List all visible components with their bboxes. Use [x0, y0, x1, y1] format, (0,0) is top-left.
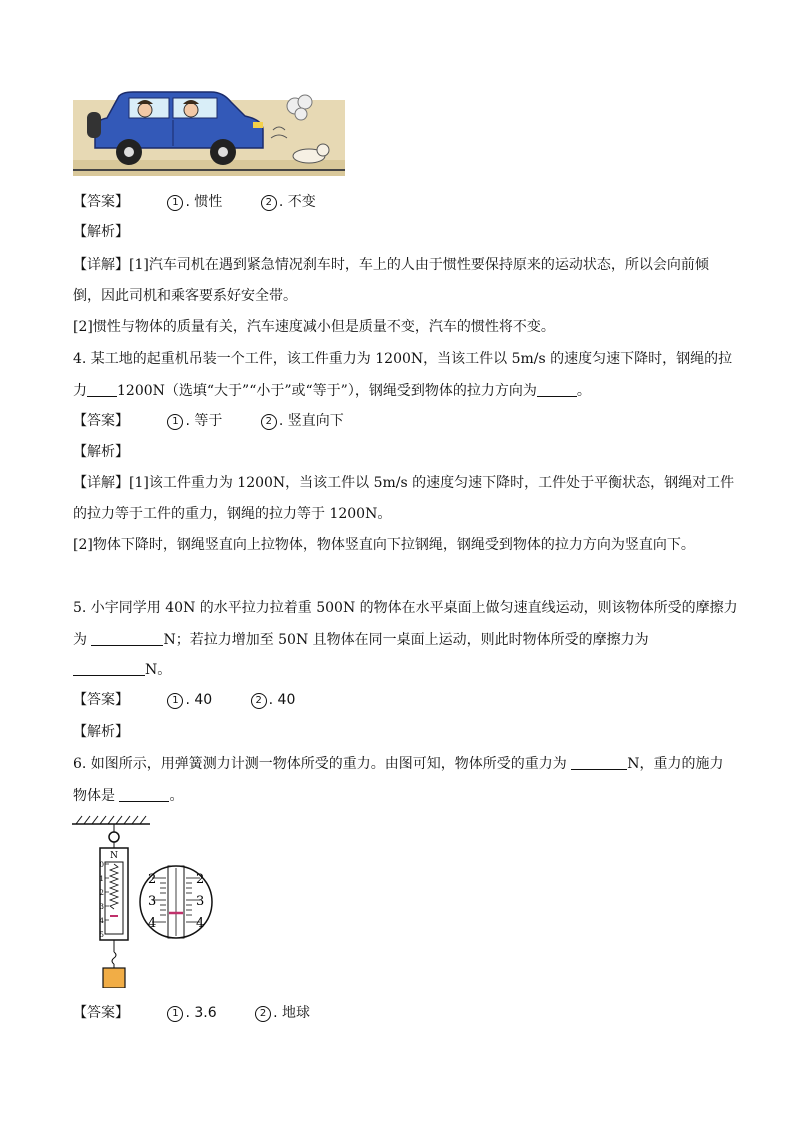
answer-1: 3.6	[194, 1005, 217, 1021]
q3-analysis-label: 【解析】	[73, 224, 129, 240]
q4-detail-1a	[73, 473, 734, 493]
q4-stem-a: 4. 某工地的起重机吊装一个工件，该工件重力为 1200N，当该工件以 5m/s 的速度匀速下降时，钢绳的拉	[73, 351, 733, 367]
q4-detail-1b: 的拉力等于工件的重力，钢绳的拉力等于 1200N。	[73, 506, 392, 522]
q5-stem-b	[73, 630, 649, 650]
q4-answer-row: 【答案】 1 . 等于 2 . 竖直向下	[73, 413, 344, 429]
stem-text: 。	[576, 383, 591, 399]
q4-stem-b	[73, 381, 591, 401]
circled-number: 2	[261, 195, 277, 211]
scale-unit: N	[110, 851, 118, 861]
q3-detail-1a	[73, 255, 709, 275]
stem-text: 物体是	[73, 788, 115, 804]
detail-text: [1]汽车司机在遇到紧急情况刹车时，车上的人由于惯性要保持原来的运动状态，所以会向前倾	[129, 257, 709, 273]
blank-2	[73, 661, 145, 676]
scale-tick: 0	[99, 861, 104, 869]
answer-1: 等于	[194, 413, 223, 429]
q4-detail-2: [2]物体下降时，钢绳竖直向上拉物体，物体竖直向下拉钢绳，钢绳受到物体的拉力方向为竖直向下。	[73, 537, 695, 553]
stem-text: 6. 如图所示，用弹簧测力计测一物体所受的重力。由图可知，物体所受的重力为	[73, 756, 567, 772]
circled-number: 2	[251, 693, 267, 709]
q3-answer-row: 【答案】 1 . 惯性 2 . 不变	[73, 194, 316, 210]
answer-2: 竖直向下	[287, 413, 344, 429]
car-braking-illustration	[73, 90, 345, 176]
circled-number: 2	[255, 1006, 271, 1022]
q6-stem-b	[73, 786, 183, 806]
zoom-tick-left: 2	[148, 872, 157, 887]
answer-1: 惯性	[194, 194, 223, 210]
q4-analysis-label: 【解析】	[73, 444, 129, 460]
answer-label: 【答案】	[73, 194, 129, 210]
q5-stem-a: 5. 小宇同学用 40N 的水平拉力拉着重 500N 的物体在水平桌面上做匀速直线运动，则该物体所受的摩擦力	[73, 600, 738, 616]
stem-text: N，重力的施力	[627, 756, 724, 772]
stem-text: N；若拉力增加至 50N 且物体在同一桌面上运动，则此时物体所受的摩擦力为	[163, 632, 649, 648]
zoom-tick-right: 4	[196, 916, 205, 931]
detail-label: 【详解】	[73, 257, 129, 273]
circled-number: 1	[167, 1006, 183, 1022]
zoom-tick-right: 2	[196, 872, 205, 887]
scale-tick: 4	[99, 917, 104, 925]
answer-label: 【答案】	[73, 413, 129, 429]
answer-1: 40	[194, 692, 213, 708]
stem-text: 为	[73, 632, 87, 648]
answer-2: 地球	[281, 1005, 310, 1021]
stem-text: 。	[169, 788, 184, 804]
spring-scale-diagram	[70, 812, 220, 988]
answer-2: 40	[277, 692, 296, 708]
zoom-tick-left: 4	[148, 916, 157, 931]
zoom-tick-right: 3	[196, 894, 205, 909]
blank-1	[87, 382, 117, 397]
blank-2	[119, 787, 169, 802]
scale-tick: 1	[99, 875, 104, 883]
detail-label: 【详解】	[73, 475, 129, 491]
blank-2	[537, 382, 577, 397]
blank-1	[571, 755, 627, 770]
answer-label: 【答案】	[73, 692, 129, 708]
q5-analysis-label: 【解析】	[73, 724, 129, 740]
circled-number: 1	[167, 195, 183, 211]
blank-1	[91, 631, 163, 646]
q3-detail-2: [2]惯性与物体的质量有关，汽车速度减小但是质量不变，汽车的惯性将不变。	[73, 319, 555, 335]
stem-text: N。	[145, 662, 172, 678]
circled-number: 1	[167, 693, 183, 709]
answer-2: 不变	[287, 194, 316, 210]
circled-number: 1	[167, 414, 183, 430]
circled-number: 2	[261, 414, 277, 430]
stem-text: 力	[73, 383, 87, 399]
answer-label: 【答案】	[73, 1005, 129, 1021]
q3-detail-1b: 倒，因此司机和乘客要系好安全带。	[73, 288, 297, 304]
zoom-tick-left: 3	[148, 894, 157, 909]
scale-tick: 2	[99, 889, 104, 897]
stem-text: 1200N（选填“大于”“小于”或“等于”），钢绳受到物体的拉力方向为	[117, 383, 537, 399]
scale-tick: 3	[99, 903, 104, 911]
q5-stem-c	[73, 660, 171, 680]
scale-tick: 5	[99, 931, 104, 939]
q6-stem-a	[73, 754, 724, 774]
detail-text: [1]该工件重力为 1200N，当该工件以 5m/s 的速度匀速下降时，工件处于平衡状态，钢绳对工件	[129, 475, 735, 491]
q6-answer-row: 【答案】 1 . 3.6 2 . 地球	[73, 1005, 310, 1021]
q5-answer-row: 【答案】 1 . 40 2 . 40	[73, 692, 296, 708]
